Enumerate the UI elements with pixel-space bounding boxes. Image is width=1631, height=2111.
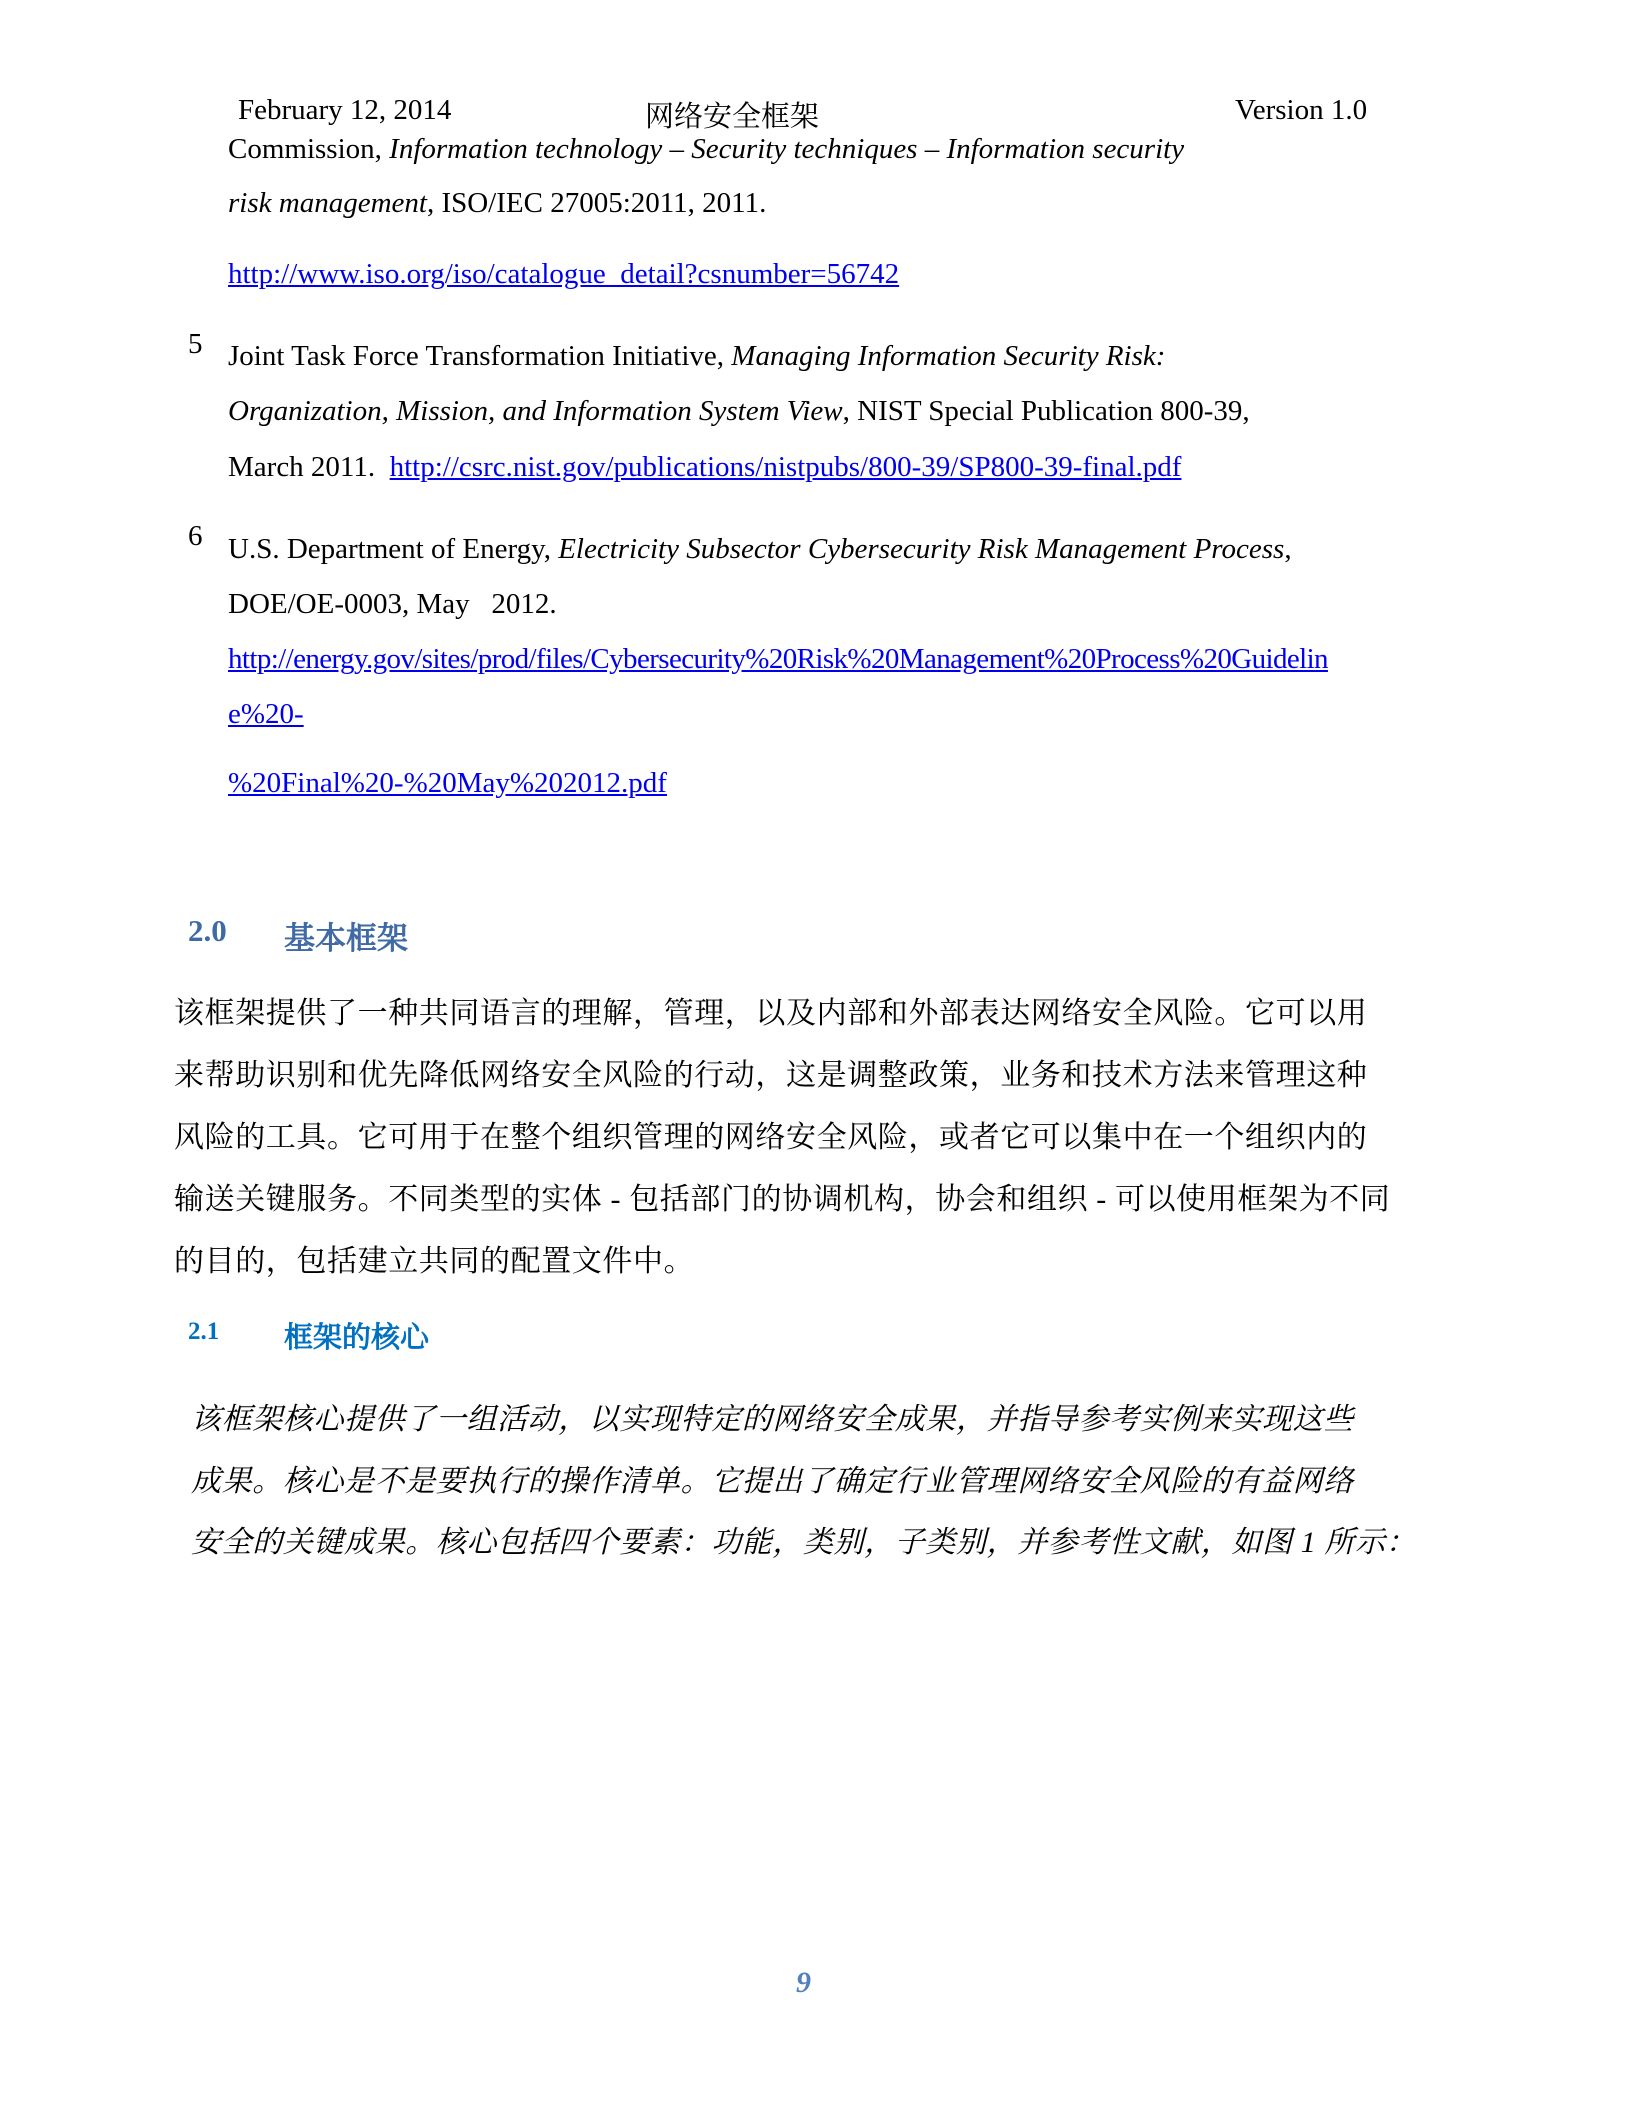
section-2-1-title: 框架的核心 xyxy=(284,1322,430,1354)
header-date: February 12, 2014 xyxy=(238,94,452,126)
ref6-link-part1[interactable]: http://energy.gov/sites/prod/files/Cybersecurity%20Risk%20Management%20Process%20Guidelin xyxy=(228,643,1328,675)
ref5-line1 xyxy=(228,339,1165,373)
section-2-0-number: 2.0 xyxy=(188,913,227,948)
section-2-1-line: 该框架核心提供了一组活动，以实现特定的网络安全成果，并指导参考实例来实现这些 xyxy=(191,1403,1354,1436)
ref6-link-part2[interactable]: e%20- xyxy=(228,698,304,730)
ref6-number: 6 xyxy=(188,520,203,552)
ref4-author: Commission, xyxy=(228,133,390,165)
ref5-link[interactable]: http://csrc.nist.gov/publications/nistpubs/800-39/SP800-39-final.pdf xyxy=(389,451,1182,483)
ref5-line2 xyxy=(228,394,1250,428)
ref6-author: U.S. Department of Energy, xyxy=(228,533,559,565)
ref6-line1 xyxy=(228,532,1292,566)
ref6-link-part3[interactable]: %20Final%20-%20May%202012.pdf xyxy=(228,767,667,799)
section-2-1-line: 成果。核心是不是要执行的操作清单。它提出了确定行业管理网络安全风险的有益网络 xyxy=(191,1465,1354,1498)
header-version: Version 1.0 xyxy=(1235,94,1368,126)
section-2-0-line: 的目的，包括建立共同的配置文件中。 xyxy=(174,1245,695,1278)
ref5-title: Managing Information Security Risk: xyxy=(731,340,1166,372)
ref5-number: 5 xyxy=(188,328,203,360)
ref5-author: Joint Task Force Transformation Initiative, xyxy=(228,340,732,372)
ref5-line3 xyxy=(228,450,1181,484)
ref5-title-cont: Organization, Mission, and Information System View xyxy=(228,395,843,427)
section-2-1-number: 2.1 xyxy=(188,1318,220,1345)
section-2-0-line: 输送关键服务。不同类型的实体 - 包括部门的协调机构，协会和组织 - 可以使用框架为不同 xyxy=(174,1183,1391,1216)
ref6-line2: DOE/OE-0003, May 2012. xyxy=(228,588,557,620)
section-2-0-line: 该框架提供了一种共同语言的理解，管理，以及内部和外部表达网络安全风险。它可以用 xyxy=(174,997,1368,1030)
ref6-comma: , xyxy=(1284,533,1292,565)
page-number: 9 xyxy=(796,1966,811,1999)
ref5-date: March 2011. xyxy=(228,451,390,483)
section-2-0-title: 基本框架 xyxy=(284,921,408,956)
section-2-0-line: 风险的工具。它可用于在整个组织管理的网络安全风险，或者它可以集中在一个组织内的 xyxy=(174,1121,1368,1154)
ref4-source: , ISO/IEC 27005:2011, 2011. xyxy=(426,187,767,219)
ref4-line2 xyxy=(228,186,766,220)
section-2-0-line: 来帮助识别和优先降低网络安全风险的行动，这是调整政策，业务和技术方法来管理这种 xyxy=(174,1059,1368,1092)
ref4-line1 xyxy=(228,132,1184,166)
ref4-title: Information technology – Security techniques – Information security xyxy=(389,133,1185,165)
ref4-link[interactable]: http://www.iso.org/iso/catalogue_detail?csnumber=56742 xyxy=(228,258,900,290)
header-title: 网络安全框架 xyxy=(645,101,820,133)
ref6-title: Electricity Subsector Cybersecurity Risk Management Process xyxy=(558,533,1285,565)
ref5-source: , NIST Special Publication 800-39, xyxy=(842,395,1250,427)
ref4-title-cont: risk management xyxy=(228,187,427,219)
section-2-1-line: 安全的关键成果。核心包括四个要素：功能，类别，子类别，并参考性文献，如图 1 所示： xyxy=(191,1526,1417,1559)
